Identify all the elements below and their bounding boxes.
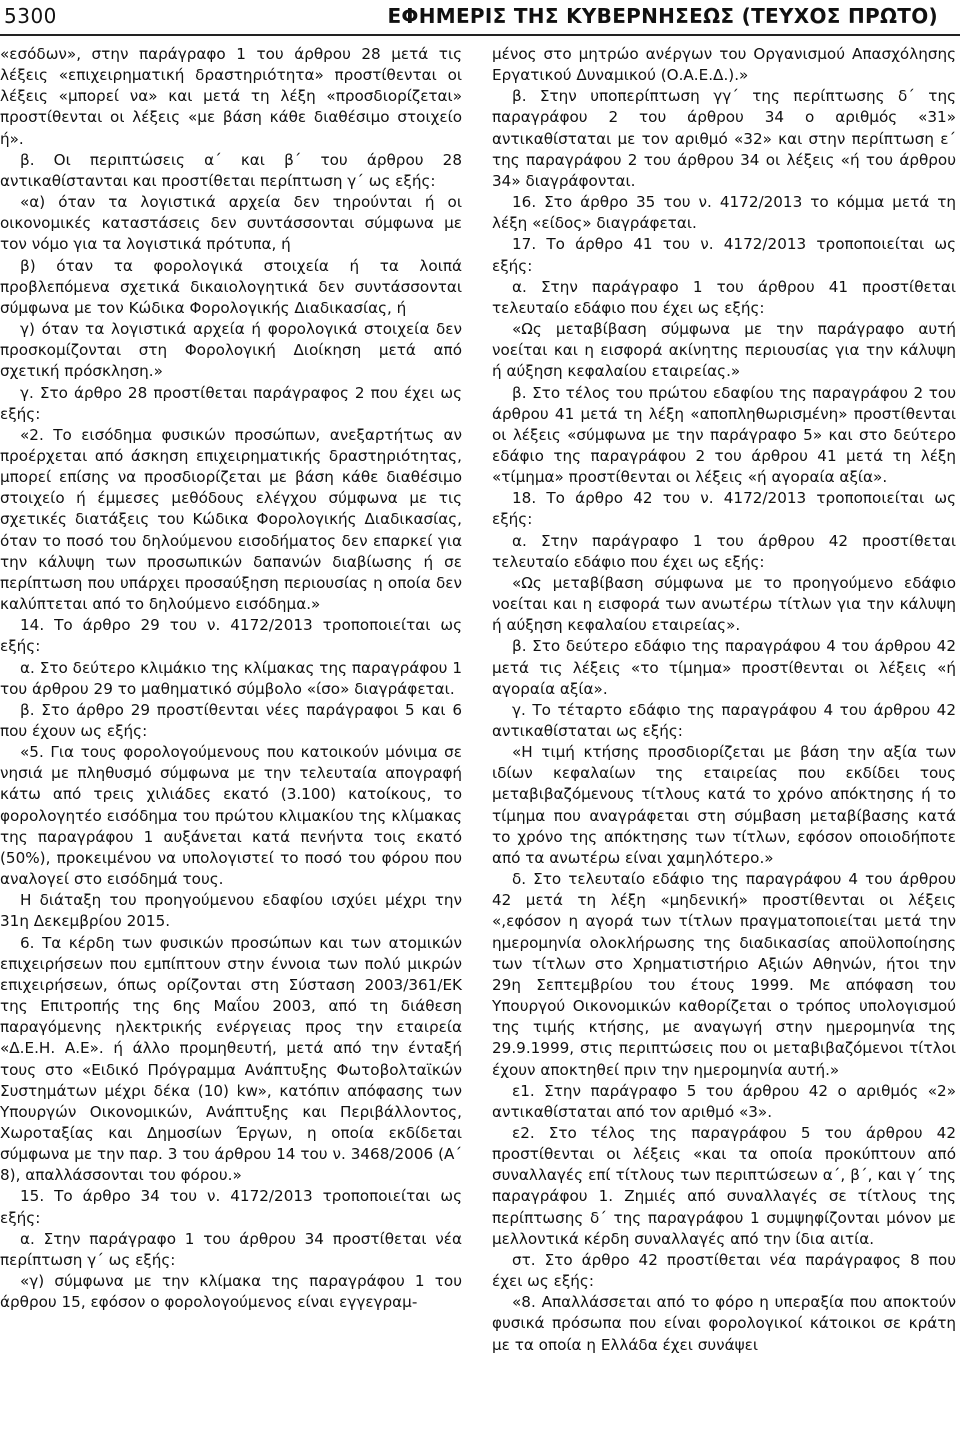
paragraph: στ. Στο άρθρο 42 προστίθεται νέα παράγραφος 8 που έχει ως εξής:	[492, 1250, 956, 1291]
paragraph: β. Στην υποπερίπτωση γγ΄ της περίπτωσης δ΄ της παραγράφου 2 του άρθρου 34 ο αριθμός «31» αντικαθίσταται με τον αριθμό «32» και στην περίπτωση ε΄ της παραγράφου 2 του άρθρου 34 οι λέξεις «ή του άρθρου 34» διαγράφονται.	[492, 87, 956, 190]
left-column	[0, 44, 462, 1313]
paragraph: «εσόδων», στην παράγραφο 1 του άρθρου 28 μετά τις λέξεις «επιχειρηματική δραστηριότητα» προστίθενται οι λέξεις «μπορεί να» και μετά τη λέξη «προσδιορίζεται» προστίθενται οι λέξεις «με βάση κάθε διαθέσιμο στοιχείο ή».	[0, 45, 462, 148]
paragraph: δ. Στο τελευταίο εδάφιο της παραγράφου 4 του άρθρου 42 μετά τη λέξη «μηδενική» προστίθενται οι λέξεις «,εφόσον η αγορά των τίτλων πραγματοποιείται μετά την ημερομηνία ολοκλήρωσης της διαδικασίας αποϋλοποίησης των τίτλων στο Χρηματιστήριο Αξιών Αθηνών, ήτοι την 29η Σεπτεμβρίου του έτους 1999. Με απόφαση του Υπουργού Οικονομικών καθορίζεται ο τρόπος υπολογισμού της τιμής κτήσης, με αναγωγή στην ημερομηνία της 29.9.1999, στις περιπτώσεις που οι μεταβιβαζόμενοι τίτλοι έχουν αποκτηθεί πριν την ημερομηνία αυτή.»	[492, 870, 956, 1079]
paragraph: «α) όταν τα λογιστικά αρχεία δεν τηρούνται ή οι οικονομικές καταστάσεις δεν συντάσσονται σύμφωνα με τον νόμο για τα λογιστικά πρότυπα, ή	[0, 193, 462, 254]
paragraph: β. Στο τέλος του πρώτου εδαφίου της παραγράφου 2 του άρθρου 41 μετά τη λέξη «αποπληθωρισμένη» προστίθενται οι λέξεις «σύμφωνα με την παράγραφο 5» και στο δεύτερο εδάφιο της παραγράφου 2 του άρθρου 41 μετά τη λέξη «τίμημα» προστίθενται οι λέξεις «ή αγοραία αξία».	[492, 383, 956, 487]
paragraph: 6. Τα κέρδη των φυσικών προσώπων και των ατομικών επιχειρήσεων που εμπίπτουν στην έννοια των πολύ μικρών επιχειρήσεων, όπως ορίζονται στη Σύσταση 2003/361/ΕΚ της Επιτροπής της 6ης Μαΐου 2003, από τη διάθεση παραγόμενης ηλεκτρικής ενέργειας προς την εταιρεία «Δ.Ε.Η. Α.Ε». ή άλλο προμηθευτή, μετά από την ένταξή τους στο «Ειδικό Πρόγραμμα Ανάπτυξης Φωτοβολταϊκών Συστημάτων μέχρι δέκα (10) kw», κατόπιν απόφασης των Υπουργών Οικονομικών, Ανάπτυξης και Περιβάλλοντος, Χωροταξίας και Δημοσίων Έργων, η οποία εκδίδεται σύμφωνα με την παρ. 3 του άρθρου 14 του ν. 3468/2006 (Α΄ 8), απαλλάσσονται του φόρου.»	[0, 933, 462, 1185]
paragraph: γ. Στο άρθρο 28 προστίθεται παράγραφος 2 που έχει ως εξής:	[0, 383, 462, 423]
paragraph: α. Στο δεύτερο κλιμάκιο της κλίμακας της παραγράφου 1 του άρθρου 29 το μαθηματικό σύμβολο «ίσο» διαγράφεται.	[0, 658, 462, 698]
paragraph: ε1. Στην παράγραφο 5 του άρθρου 42 ο αριθμός «2» αντικαθίσταται από τον αριθμό «3».	[492, 1081, 956, 1121]
paragraph: Η διάταξη του προηγούμενου εδαφίου ισχύει μέχρι την 31η Δεκεμβρίου 2015.	[0, 891, 462, 931]
paragraph: β. Στο άρθρο 29 προστίθενται νέες παράγραφοι 5 και 6 που έχουν ως εξής:	[0, 700, 462, 740]
page-header	[0, 0, 960, 36]
paragraph: «8. Απαλλάσσεται από το φόρο η υπεραξία που αποκτούν φυσικά πρόσωπα που είναι φορολογικοί κάτοικοι σε κράτη με τα οποία η Ελλάδα έχει συνάψει	[492, 1293, 956, 1354]
paragraph: «Ως μεταβίβαση σύμφωνα με το προηγούμενο εδάφιο νοείται και η εισφορά των ανωτέρω τίτλων για την κάλυψη ή αύξηση κεφαλαίου εταιρείας».	[492, 573, 956, 635]
paragraph: β) όταν τα φορολογικά στοιχεία ή τα λοιπά προβλεπόμενα σχετικά δικαιολογητικά δεν συντάσσονται σύμφωνα με τον Κώδικα Φορολογικής Διαδικασίας, ή	[0, 256, 462, 317]
paragraph: γ) όταν τα λογιστικά αρχεία ή φορολογικά στοιχεία δεν προσκομίζονται στη Φορολογική Διοίκηση μετά από σχετική πρόσκληση.»	[0, 320, 462, 381]
paragraph: 17. Το άρθρο 41 του ν. 4172/2013 τροποποιείται ως εξής:	[492, 235, 956, 275]
paragraph: 15. Το άρθρο 34 του ν. 4172/2013 τροποποιείται ως εξής:	[0, 1187, 462, 1227]
paragraph: 14. Το άρθρο 29 του ν. 4172/2013 τροποποιείται ως εξής:	[0, 616, 462, 656]
paragraph: «5. Για τους φορολογούμενους που κατοικούν μόνιμα σε νησιά με πληθυσμό σύμφωνα με την τελευταία απογραφή κάτω από τρεις χιλιάδες εκατό (3.100) κατοίκους, το φορολογητέο εισόδημα του πρώτου κλιμακίου της κλίμακας της παραγράφου 1 αυξάνεται κατά πενήντα τοις εκατό (50%), προκειμένου να υπολογιστεί το ποσό του φόρου που αναλογεί στο εισόδημά τους.	[0, 743, 462, 889]
paragraph: α. Στην παράγραφο 1 του άρθρου 34 προστίθεται νέα περίπτωση γ΄ ως εξής:	[0, 1229, 462, 1269]
right-column	[492, 44, 956, 1356]
paragraph: α. Στην παράγραφο 1 του άρθρου 41 προστίθεται τελευταίο εδάφιο που έχει ως εξής:	[492, 277, 956, 317]
paragraph: «γ) σύμφωνα με την κλίμακα της παραγράφου 1 του άρθρου 15, εφόσον ο φορολογούμενος είναι εγγεγραμ-	[0, 1272, 462, 1312]
paragraph: «Η τιμή κτήσης προσδιορίζεται με βάση την αξία των ιδίων κεφαλαίων της εταιρείας που εκδίδει τους μεταβιβαζόμενους τίτλους κατά το χρόνο απόκτησης ή το τίμημα που αναγράφεται στη σύμβαση μεταβίβασης κατά το χρόνο της απόκτησης των τίτλων, εφόσον οποιοδήποτε από τα ανωτέρω είναι χαμηλότερο.»	[492, 743, 956, 867]
paragraph: ε2. Στο τέλος της παραγράφου 5 του άρθρου 42 προστίθενται οι λέξεις «και τα οποία προκύπτουν από συναλλαγές επί τίτλους των περιπτώσεων α΄, β΄, και γ΄ της παραγράφου 1. Ζημιές από συναλλαγές σε τίτλους της περίπτωσης δ΄ της παραγράφου 1 συμψηφίζονται μόνον με μελλοντικά κέρδη συναλλαγές από την ίδια αιτία.	[492, 1123, 956, 1248]
paragraph: «2. Το εισόδημα φυσικών προσώπων, ανεξαρτήτως αν προέρχεται από άσκηση επιχειρηματικής δραστηριότητας, μπορεί επίσης να προσδιορίζεται με βάση κάθε διαθέσιμο στοιχείο ή έμμεσες μεθόδους ελέγχου σύμφωνα με τις σχετικές διατάξεις του Κώδικα Φορολογικής Διαδικασίας, όταν το ποσό του δηλούμενου εισοδήματος δεν επαρκεί για την κάλυψη των προσωπικών δαπανών διαβίωσης ή σε περίπτωση που υπάρχει προσαύξηση περιουσίας η οποία δεν καλύπτεται από το δηλούμενο εισόδημα.»	[0, 425, 462, 614]
paragraph: 16. Στο άρθρο 35 του ν. 4172/2013 το κόμμα μετά τη λέξη «είδος» διαγράφεται.	[492, 193, 956, 233]
paragraph: β. Στο δεύτερο εδάφιο της παραγράφου 4 του άρθρου 42 μετά τις λέξεις «το τίμημα» προστίθενται οι λέξεις «ή αγοραία αξία».	[492, 637, 956, 698]
paragraph: α. Στην παράγραφο 1 του άρθρου 42 προστίθεται τελευταίο εδάφιο που έχει ως εξής:	[492, 531, 956, 571]
gazette-title: ΕΦΗΜΕΡΙΣ ΤΗΣ ΚΥΒΕΡΝΗΣΕΩΣ (ΤΕΥΧΟΣ ΠΡΩΤΟ)	[387, 4, 938, 28]
paragraph: 18. Το άρθρο 42 του ν. 4172/2013 τροποποιείται ως εξής:	[492, 489, 956, 529]
paragraph: μένος στο μητρώο ανέργων του Οργανισμού Απασχόλησης Εργατικού Δυναμικού (Ο.Α.Ε.Δ.).»	[492, 45, 956, 85]
paragraph: β. Οι περιπτώσεις α΄ και β΄ του άρθρου 28 αντικαθίστανται και προστίθεται περίπτωση γ΄ ως εξής:	[0, 150, 462, 190]
page-number: 5300	[4, 4, 57, 28]
paragraph: γ. Το τέταρτο εδάφιο της παραγράφου 4 του άρθρου 42 αντικαθίσταται ως εξής:	[492, 700, 956, 740]
paragraph: «Ως μεταβίβαση σύμφωνα με την παράγραφο αυτή νοείται και η εισφορά ακίνητης περιουσίας για την κάλυψη ή αύξηση κεφαλαίου εταιρείας.»	[492, 320, 956, 381]
